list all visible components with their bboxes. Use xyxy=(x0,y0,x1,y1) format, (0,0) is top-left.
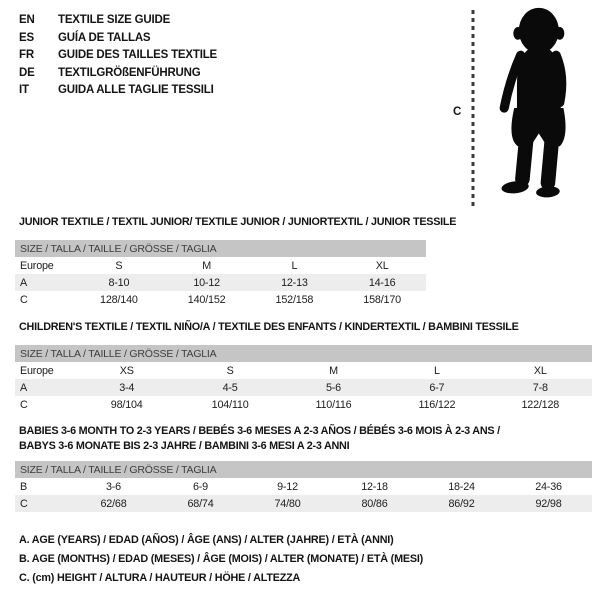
table-cell: 24-36 xyxy=(535,480,562,493)
table-cell: 68/74 xyxy=(187,497,214,510)
size-header-row xyxy=(15,461,592,478)
row-label: A xyxy=(20,276,28,289)
table-cell: 6-7 xyxy=(429,381,445,394)
table-cell: 74/80 xyxy=(274,497,301,510)
row-label: C xyxy=(20,293,28,306)
babies-size-table xyxy=(15,461,592,512)
table-row xyxy=(15,291,426,308)
junior-size-table xyxy=(15,240,426,308)
column-header: XL xyxy=(533,364,547,377)
table-cell: 122/128 xyxy=(521,398,560,411)
table-cell: 86/92 xyxy=(448,497,475,510)
column-header: S xyxy=(226,364,234,377)
language-label: GUÍA DE TALLAS xyxy=(58,31,151,44)
size-header-bar: SIZE / TALLA / TAILLE / GRÖSSE / TAGLIA xyxy=(15,345,592,362)
column-header-row xyxy=(15,362,592,379)
table-cell: 98/104 xyxy=(110,398,143,411)
table-cell: 10-12 xyxy=(193,276,220,289)
column-header: S xyxy=(115,259,123,272)
table-cell: 7-8 xyxy=(532,381,548,394)
table-row xyxy=(15,396,592,413)
row-label: C xyxy=(20,398,28,411)
language-row xyxy=(19,47,217,65)
table-cell: 6-9 xyxy=(192,480,208,493)
column-header: L xyxy=(433,364,440,377)
table-cell: 152/158 xyxy=(275,293,314,306)
table-cell: 110/116 xyxy=(315,398,352,411)
column-header-row xyxy=(15,257,426,274)
height-measure-dashed-line xyxy=(470,10,476,208)
size-header-bar: SIZE / TALLA / TAILLE / GRÖSSE / TAGLIA xyxy=(15,240,426,257)
language-row xyxy=(19,65,217,83)
language-row xyxy=(19,12,217,30)
column-header: L xyxy=(291,259,298,272)
language-code: EN xyxy=(19,14,35,26)
language-code: ES xyxy=(19,31,34,44)
size-header-row xyxy=(15,240,426,257)
column-header: M xyxy=(202,259,212,272)
row-label: C xyxy=(20,497,28,510)
table-cell: 14-16 xyxy=(368,276,396,289)
column-header: XS xyxy=(119,364,134,377)
column-header: XL xyxy=(375,259,389,272)
babies-section-title xyxy=(19,424,500,454)
table-cell: 3-6 xyxy=(105,480,121,493)
row-label: A xyxy=(20,381,28,394)
table-cell: 92/98 xyxy=(535,497,562,510)
table-cell: 8-10 xyxy=(108,276,130,289)
language-label: TEXTILE SIZE GUIDE xyxy=(58,14,171,26)
region-label: Europe xyxy=(20,259,54,272)
language-row xyxy=(19,82,217,100)
footnote-c: C. (cm) HEIGHT / ALTURA / HAUTEUR / HÖHE / ALTEZZA xyxy=(19,572,301,584)
table-cell: 140/152 xyxy=(187,293,226,306)
table-row xyxy=(15,379,592,396)
footnote-a: A. AGE (YEARS) / EDAD (AÑOS) / ÂGE (ANS) / ALTER (JAHRE) / ETÀ (ANNI) xyxy=(19,534,394,546)
footnotes xyxy=(19,531,423,588)
size-header-bar: SIZE / TALLA / TAILLE / GRÖSSE / TAGLIA xyxy=(15,461,592,478)
table-row xyxy=(15,495,592,512)
column-header: M xyxy=(329,364,338,377)
language-label: TEXTILGRÖßENFÜHRUNG xyxy=(58,66,201,79)
table-cell: 128/140 xyxy=(100,293,138,306)
language-code: FR xyxy=(19,49,34,61)
row-label: B xyxy=(20,480,28,493)
language-row xyxy=(19,30,217,48)
table-row xyxy=(15,478,592,495)
size-header-row xyxy=(15,345,592,362)
language-label: GUIDE DES TAILLES TEXTILE xyxy=(58,49,217,61)
footnote-b: B. AGE (MONTHS) / EDAD (MESES) / ÂGE (MOIS) / ALTER (MONATE) / ETÀ (MESI) xyxy=(19,553,424,565)
language-code: IT xyxy=(19,84,29,96)
table-cell: 158/170 xyxy=(363,293,401,306)
language-label: GUIDA ALLE TAGLIE TESSILI xyxy=(58,84,214,96)
language-list xyxy=(19,12,217,100)
toddler-silhouette-icon xyxy=(495,6,579,211)
children-size-table xyxy=(15,345,592,413)
babies-title-line2: BABYS 3-6 MONATE BIS 2-3 JAHRE / BAMBINI 3-6 MESI A 2-3 ANNI xyxy=(19,440,350,452)
language-code: DE xyxy=(19,66,35,79)
table-cell: 12-18 xyxy=(361,480,388,493)
junior-section-title: JUNIOR TEXTILE / TEXTIL JUNIOR/ TEXTILE JUNIOR / JUNIORTEXTIL / JUNIOR TESSILE xyxy=(19,216,457,228)
table-row xyxy=(15,274,426,291)
table-cell: 116/122 xyxy=(418,398,456,411)
table-cell: 5-6 xyxy=(325,381,341,394)
table-cell: 80/86 xyxy=(361,497,388,510)
table-cell: 104/110 xyxy=(211,398,249,411)
table-cell: 3-4 xyxy=(119,381,135,394)
table-cell: 12-13 xyxy=(281,276,308,289)
table-cell: 9-12 xyxy=(277,480,298,493)
region-label: Europe xyxy=(20,364,54,377)
children-section-title: CHILDREN'S TEXTILE / TEXTIL NIÑO/A / TEXTILE DES ENFANTS / KINDERTEXTIL / BAMBINI TESSILE xyxy=(19,321,519,333)
height-measure-label: C xyxy=(453,106,462,118)
babies-title-line1: BABIES 3-6 MONTH TO 2-3 YEARS / BEBÉS 3-6 MESES A 2-3 AÑOS / BÉBÉS 3-6 MOIS À 2-3 ANS / xyxy=(19,425,500,437)
table-cell: 4-5 xyxy=(222,381,238,394)
table-cell: 62/68 xyxy=(100,497,127,510)
table-cell: 18-24 xyxy=(448,480,475,493)
